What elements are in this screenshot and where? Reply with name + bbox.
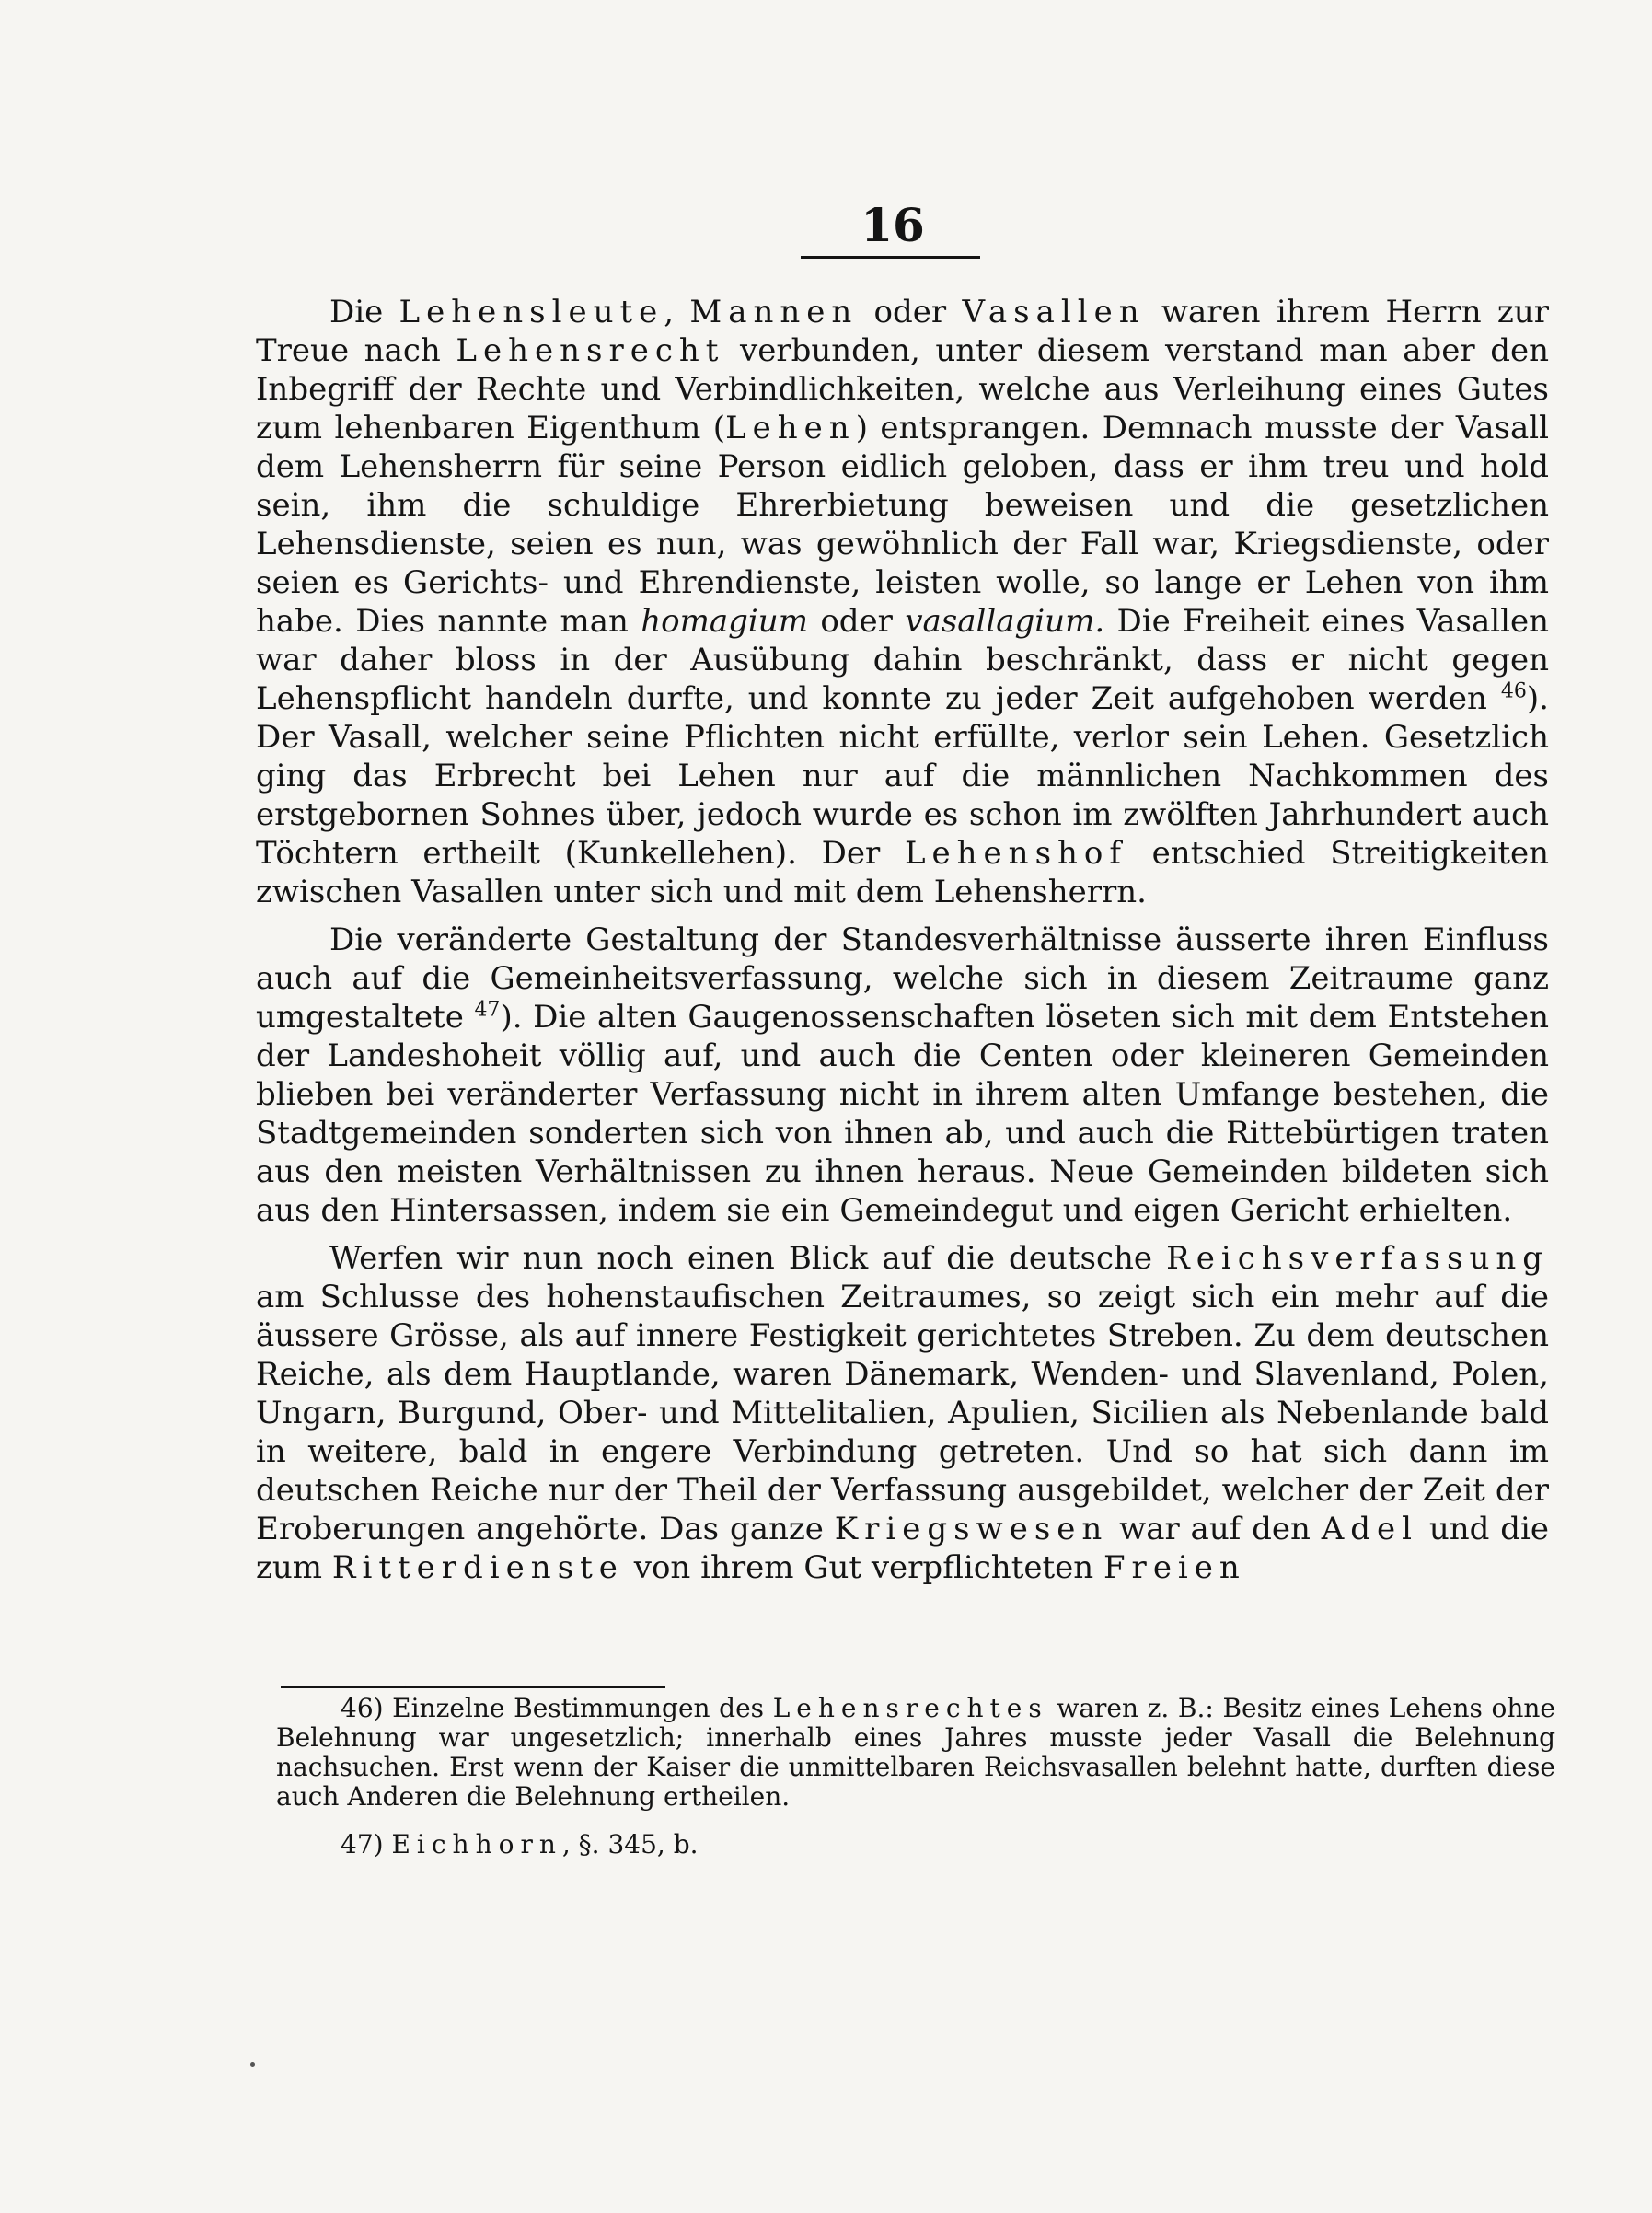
paragraph (256, 293, 1549, 911)
text-run: entschied Streitigkeiten zwischen Vasallen unter sich und mit dem Lehensherrn. (256, 835, 1549, 910)
text-run: Die Freiheit eines Vasallen war daher bloss in der Ausübung dahin beschränkt, dass er nicht gegen Lehenspflicht handeln durfte, und konnte zu jeder Zeit aufgehoben werden (256, 603, 1549, 717)
text-run: am Schlusse des hohenstaufischen Zeitraumes, so zeigt sich ein mehr auf die äussere Grösse, als auf innere Festigkeit gerichtetes Streben. Zu dem deutschen Reiche, als dem Hauptlande, waren Dänemark, Wenden- und Slavenland, Polen, Ungarn, Burgund, Ober- und Mittelitalien, Apulien, Sicilien als Nebenlande bald in weitere, bald in engere Verbindung getreten. Und so hat sich dann im deutschen Reiche nur der Theil der Verfassung ausgebildet, welcher der Zeit der Eroberungen angehörte. Das ganze (256, 1279, 1549, 1547)
footnote-reference: 46 (1500, 679, 1527, 703)
spaced-emphasis: Lehensrechtes (772, 1693, 1048, 1723)
text-run: ). Die alten Gaugenossenschaften löseten sich mit dem Entstehen der Landeshoheit völlig auf, und auch die Centen oder kleineren Gemeinden blieben bei veränderter Verfassung nicht in ihrem alten Umfange bestehen, die Stadtgemeinden sonderten sich von ihnen ab, und auch die Rittebürtigen traten aus den meisten Verhältnissen zu ihnen heraus. Neue Gemeinden bildeten sich aus den Hintersassen, indem sie ein Gemeindegut und eigen Gericht erhielten. (256, 999, 1549, 1229)
italic-term: homagium (641, 603, 808, 640)
text-run: 47) (341, 1829, 392, 1860)
spaced-emphasis: Lehensleute (399, 294, 664, 330)
text-run: Die veränderte Gestaltung der Standesverhältnisse äusserte ihren Einfluss auch auf die Gemeinheitsverfassung, welche sich in diesem Zeitraume ganz umgestaltete (256, 921, 1549, 1036)
footnote-reference: 47 (474, 998, 501, 1022)
spaced-emphasis: Adel (1321, 1511, 1419, 1547)
spaced-emphasis: Reichsverfassung (1166, 1240, 1549, 1277)
text-run: oder (807, 603, 906, 640)
text-run: , §. 345, b. (561, 1829, 699, 1860)
paragraph (256, 1239, 1549, 1587)
spaced-emphasis: Eichhorn (391, 1829, 562, 1860)
text-run: ). Der Vasall, welcher seine Pflichten nicht erfüllte, verlor sein Lehen. Gesetzlich ging das Erbrecht bei Lehen nur auf die männlichen Nachkommen des erstgebornen Sohnes über, jedoch wurde es schon im zwölften Jahrhundert auch Töchtern ertheilt (Kunkellehen). Der (256, 680, 1549, 872)
spaced-emphasis: Vasallen (962, 294, 1146, 330)
text-run: waren ihrem Herrn zur Treue nach (256, 294, 1549, 369)
spaced-emphasis: Lehenshof (904, 835, 1127, 872)
text-run: waren z. B.: Besitz eines Lehens ohne Belehnung war ungesetzlich; innerhalb eines Jahres musste jeder Vasall die Belehnung nachsuchen. Erst wenn der Kaiser die unmittelbaren Reichsvasallen belehnt hatte, durften diese auch Anderen die Belehnung ertheilen. (276, 1693, 1555, 1812)
footnote-rule (281, 1686, 665, 1688)
paper-speck (250, 2062, 255, 2067)
spaced-emphasis: Mannen (689, 294, 859, 330)
spaced-emphasis: Kriegswesen (834, 1511, 1109, 1547)
text-run: Die (329, 294, 399, 330)
spaced-emphasis: Lehensrecht (456, 332, 725, 369)
spaced-emphasis: Ritterdienste (331, 1549, 624, 1586)
text-run: war auf den (1108, 1511, 1322, 1547)
text-run: , (664, 294, 690, 330)
text-run: von ihrem Gut verpflichteten (623, 1549, 1103, 1586)
text-run: Werfen wir nun noch einen Blick auf die deutsche (329, 1240, 1167, 1277)
footnotes (276, 1694, 1555, 1878)
main-text (256, 293, 1549, 1596)
header-rule (801, 256, 980, 259)
paragraph (256, 921, 1549, 1230)
spaced-emphasis: Lehen (725, 410, 856, 446)
page-number: 16 (861, 198, 925, 252)
text-run: und die zum (256, 1511, 1549, 1586)
text-run: ) entsprangen. Demnach musste der Vasall dem Lehensherrn für seine Person eidlich geloben, dass er ihm treu und hold sein, ihm die schuldige Ehrerbietung beweisen und die gesetzlichen Lehensdienste, seien es nun, was gewöhnlich der Fall war, Kriegsdienste, oder seien es Gerichts- und Ehrendienste, leisten wolle, so lange er Lehen von ihm habe. Dies nannte man (256, 410, 1549, 640)
spaced-emphasis: Freien (1103, 1549, 1246, 1586)
footnote (276, 1830, 1555, 1860)
text-run: 46) Einzelne Bestimmungen des (341, 1693, 773, 1723)
text-run: oder (858, 294, 963, 330)
italic-term: vasallagium. (905, 603, 1105, 640)
text-run: verbunden, unter diesem verstand man aber den Inbegriff der Rechte und Verbindlichkeiten, welche aus Verleihung eines Gutes zum lehenbaren Eigenthum ( (256, 332, 1550, 446)
footnote (276, 1694, 1555, 1812)
